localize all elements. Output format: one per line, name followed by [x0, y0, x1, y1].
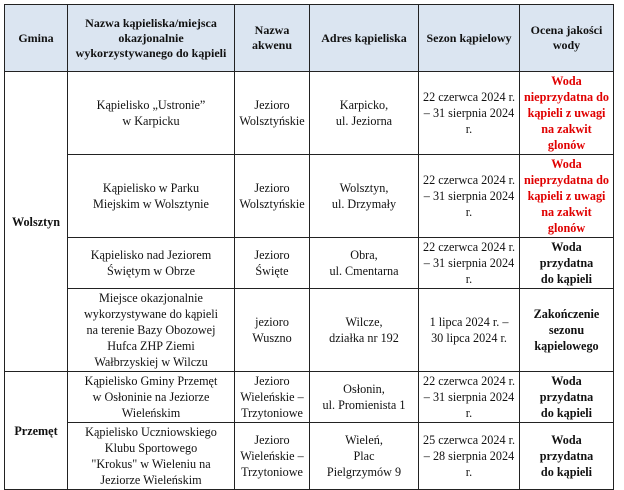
water-quality: Woda przydatna do kąpieli — [520, 423, 614, 490]
site-name: Kąpielisko Gminy Przemęt w Osłoninie na Jeziorze Wieleńskim — [68, 372, 235, 423]
water-name: Jezioro Wieleńskie – Trzytoniowe — [235, 372, 310, 423]
table-row — [5, 72, 614, 155]
site-name: Miejsce okazjonalnie wykorzystywane do kąpieli na terenie Bazy Obozowej Hufca ZHP Ziemi Wałbrzyskiej w Wilczu — [68, 289, 235, 372]
water-name: Jezioro Wolsztyńskie — [235, 155, 310, 238]
bathing-sites-table — [4, 4, 614, 490]
site-name: Kąpielisko „Ustronie” w Karpicku — [68, 72, 235, 155]
site-address: Obra, ul. Cmentarna — [310, 238, 419, 289]
season-dates: 1 lipca 2024 r. – 30 lipca 2024 r. — [419, 289, 520, 372]
table-row — [5, 289, 614, 372]
gmina-cell-przemet: Przemęt — [5, 372, 68, 490]
site-address: Osłonin, ul. Promienista 1 — [310, 372, 419, 423]
water-quality: Woda nieprzydatna do kąpieli z uwagi na zakwit glonów — [520, 155, 614, 238]
site-name: Kąpielisko nad Jeziorem Świętym w Obrze — [68, 238, 235, 289]
site-name: Kąpielisko Uczniowskiego Klubu Sportowego "Krokus" w Wieleniu na Jeziorze Wieleńskim — [68, 423, 235, 490]
water-name: Jezioro Wieleńskie – Trzytoniowe — [235, 423, 310, 490]
water-quality: Woda nieprzydatna do kąpieli z uwagi na zakwit glonów — [520, 72, 614, 155]
header-gmina: Gmina — [5, 5, 68, 72]
site-name: Kąpielisko w Parku Miejskim w Wolsztynie — [68, 155, 235, 238]
season-dates: 22 czerwca 2024 r. – 31 sierpnia 2024 r. — [419, 238, 520, 289]
water-quality: Zakończenie sezonu kąpielowego — [520, 289, 614, 372]
season-dates: 22 czerwca 2024 r. – 31 sierpnia 2024 r. — [419, 72, 520, 155]
site-address: Wieleń, Plac Pielgrzymów 9 — [310, 423, 419, 490]
table-row — [5, 423, 614, 490]
site-address: Wilcze, działka nr 192 — [310, 289, 419, 372]
site-address: Wolsztyn, ul. Drzymały — [310, 155, 419, 238]
header-season: Sezon kąpielowy — [419, 5, 520, 72]
table-row — [5, 238, 614, 289]
header-name: Nazwa kąpieliska/miejsca okazjonalnie wykorzystywanego do kąpieli — [68, 5, 235, 72]
water-quality: Woda przydatna do kąpieli — [520, 372, 614, 423]
season-dates: 22 czerwca 2024 r. – 31 sierpnia 2024 r. — [419, 155, 520, 238]
water-name: jezioro Wuszno — [235, 289, 310, 372]
water-quality: Woda przydatna do kąpieli — [520, 238, 614, 289]
header-address: Adres kąpieliska — [310, 5, 419, 72]
season-dates: 22 czerwca 2024 r. – 31 sierpnia 2024 r. — [419, 372, 520, 423]
table-row — [5, 372, 614, 423]
site-address: Karpicko, ul. Jeziorna — [310, 72, 419, 155]
season-dates: 25 czerwca 2024 r. – 28 sierpnia 2024 r. — [419, 423, 520, 490]
table-row — [5, 155, 614, 238]
header-quality: Ocena jakości wody — [520, 5, 614, 72]
table-header-row — [5, 5, 614, 72]
header-water: Nazwa akwenu — [235, 5, 310, 72]
water-name: Jezioro Wolsztyńskie — [235, 72, 310, 155]
water-name: Jezioro Święte — [235, 238, 310, 289]
gmina-cell-wolsztyn: Wolsztyn — [5, 72, 68, 372]
